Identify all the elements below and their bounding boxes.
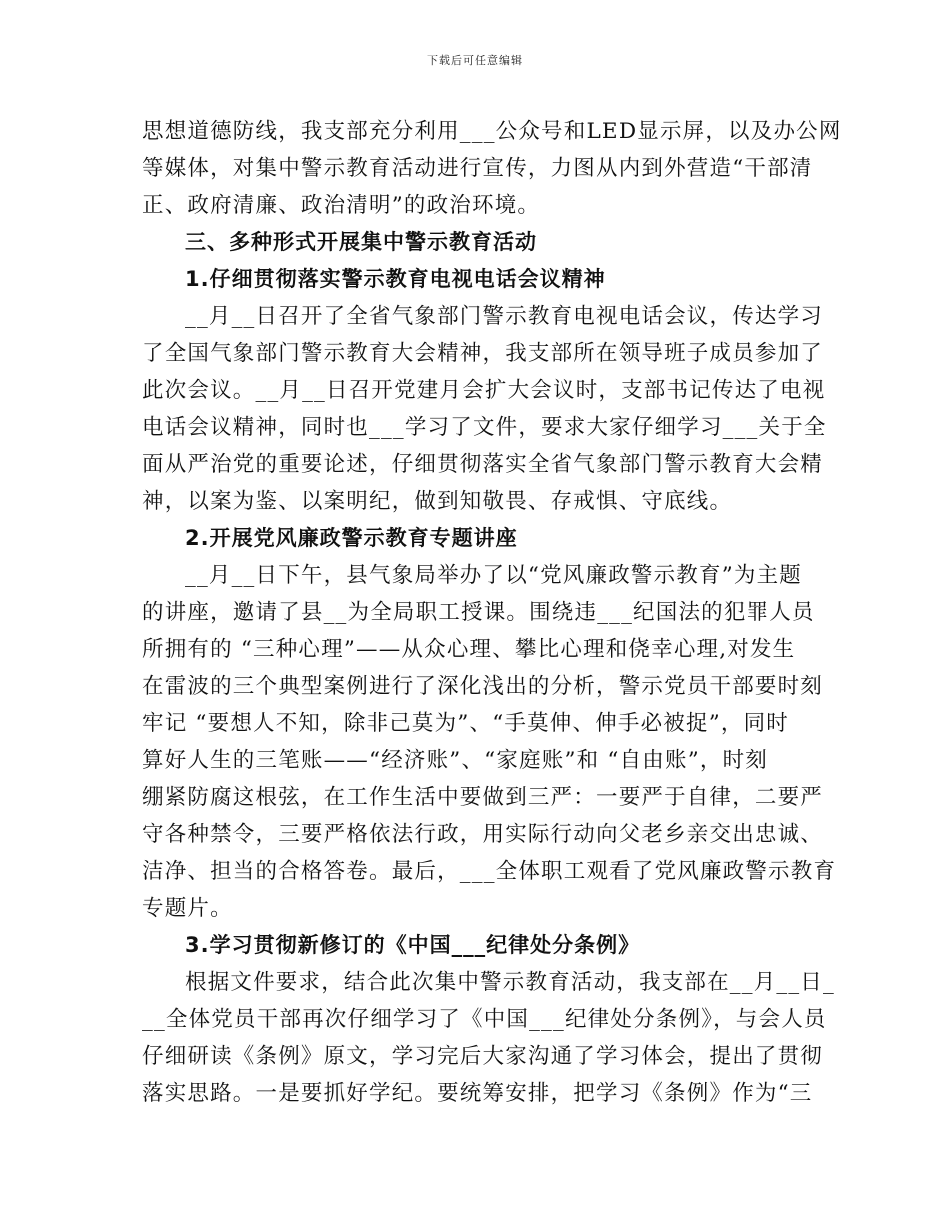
paragraph-line: 落实思路。一是要抓好学纪。要统筹安排，把学习《条例》作为“三 xyxy=(142,1081,813,1106)
header-note: 下载后可任意编辑 xyxy=(427,54,523,67)
paragraph-first-line: __月__日下午，县气象局举办了以“党风廉政警示教育”为主题 xyxy=(185,563,802,588)
paragraph-line: 神，以案为鉴、以案明纪，做到知敬畏、存戒惧、守底线。 xyxy=(142,489,733,514)
paragraph-line: 牢记 “要想人不知，除非己莫为”、“手莫伸、伸手必被捉”，同时 xyxy=(142,711,790,736)
paragraph-line: 算好人生的三笔账——“经济账”、“家庭账”和 “自由账”，时刻 xyxy=(142,748,768,773)
paragraph-line: 在雷波的三个典型案例进行了深化浅出的分析，警示党员干部要时刻 xyxy=(142,674,824,699)
paragraph-line: 思想道德防线，我支部充分利用___公众号和LED显示屏，以及办公网 xyxy=(142,119,842,144)
paragraph-line: 正、政府清廉、政治清明”的政治环境。 xyxy=(142,193,541,218)
paragraph-line: __全体党员干部再次仔细学习了《中国___纪律处分条例》，与会人员 xyxy=(142,1007,827,1032)
section-heading: 1.仔细贯彻落实警示教育电视电话会议精神 xyxy=(185,267,606,291)
paragraph-line: 专题片。 xyxy=(142,896,233,921)
paragraph-line: 了全国气象部门警示教育大会精神，我支部所在领导班子成员参加了 xyxy=(142,341,824,366)
paragraph-line: 等媒体，对集中警示教育活动进行宣传，力图从内到外营造“干部清 xyxy=(142,156,813,181)
paragraph-first-line: __月__日召开了全省气象部门警示教育电视电话会议，传达学习 xyxy=(185,304,824,329)
document-body xyxy=(142,113,842,1112)
paragraph-line: 面从严治党的重要论述，仔细贯彻落实全省气象部门警示教育大会精 xyxy=(142,452,824,477)
paragraph-line: 守各种禁令，三要严格依法行政，用实际行动向父老乡亲交出忠诚、 xyxy=(142,822,824,847)
paragraph-first-line: 根据文件要求，结合此次集中警示教育活动，我支部在__月__日_ xyxy=(185,970,835,995)
paragraph-line: 此次会议。__月__日召开党建月会扩大会议时，支部书记传达了电视 xyxy=(142,378,826,403)
paragraph-line: 洁净、担当的合格答卷。最后，___全体职工观看了党风廉政警示教育 xyxy=(142,859,837,884)
paragraph-line: 绷紧防腐这根弦，在工作生活中要做到三严：一要严于自律，二要严 xyxy=(142,785,824,810)
section-heading: 三、多种形式开展集中警示教育活动 xyxy=(185,230,537,254)
paragraph-line: 仔细研读《条例》原文，学习完后大家沟通了学习体会，提出了贯彻 xyxy=(142,1044,824,1069)
paragraph-line: 电话会议精神，同时也___学习了文件，要求大家仔细学习___关于全 xyxy=(142,415,827,440)
section-heading: 3.学习贯彻新修订的《中国___纪律处分条例》 xyxy=(185,933,641,957)
paragraph-line: 的讲座，邀请了县__为全局职工授课。围绕违___纪国法的犯罪人员 xyxy=(142,600,815,625)
paragraph-line: 所拥有的 “三种心理”——从众心理、攀比心理和侥幸心理,对发生 xyxy=(142,637,796,662)
section-heading: 2.开展党风廉政警示教育专题讲座 xyxy=(185,526,518,550)
